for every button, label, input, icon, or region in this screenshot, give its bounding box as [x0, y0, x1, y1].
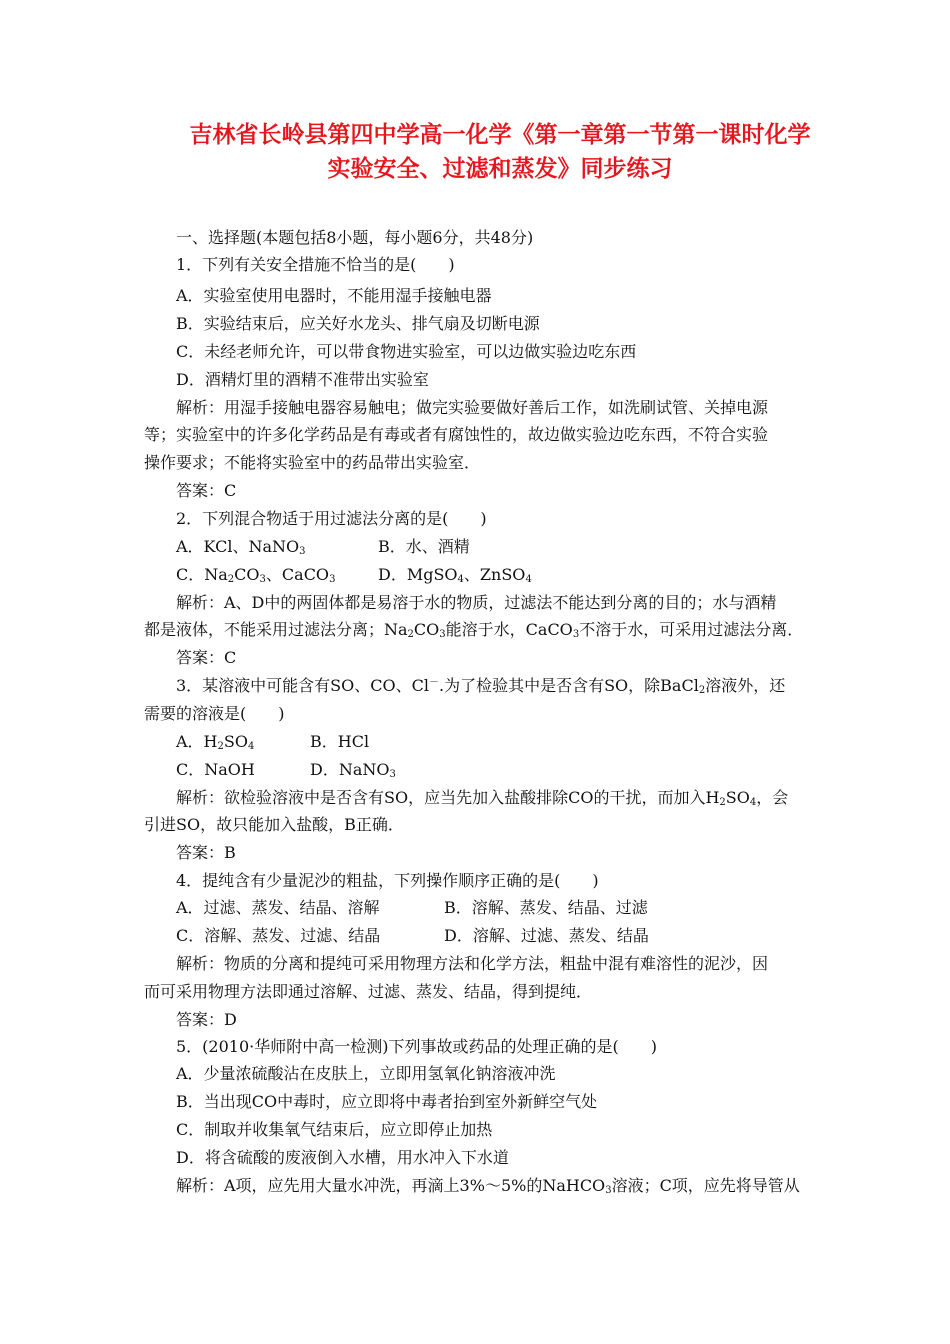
question-5-stem: 5．(2010·华师附中高一检测)下列事故或药品的处理正确的是( )	[176, 1037, 657, 1056]
question-2-explanation-line-1: 解析：A、D中的两固体都是易溶于水的物质，过滤法不能达到分离的目的；水与酒精	[176, 593, 777, 612]
question-3-explanation-line-2: 引进SO，故只能加入盐酸，B正确．	[144, 815, 404, 834]
question-2-option-a: A．KCl、NaNO$_3$	[176, 537, 306, 557]
question-3-option-a: A．$H_2SO_4$	[176, 732, 255, 752]
question-4-option-a: A．过滤、蒸发、结晶、溶解	[176, 898, 380, 917]
question-4-option-d: D．溶解、过滤、蒸发、结晶	[444, 926, 649, 945]
question-2-option-d: D．MgSO$_4$、ZnSO$_4$	[378, 565, 532, 585]
question-2-option-c: C．$Na_2CO_3$、CaCO$_3$	[176, 565, 336, 585]
question-2-stem: 2．下列混合物适于用过滤法分离的是( )	[176, 509, 487, 528]
question-1-answer: 答案：C	[176, 481, 237, 500]
question-5-option-a: A．少量浓硫酸沾在皮肤上，立即用氢氧化钠溶液冲洗	[176, 1064, 556, 1083]
question-4-explanation-line-2: 而可采用物理方法即通过溶解、过滤、蒸发、结晶，得到提纯．	[144, 982, 593, 1001]
question-3-stem-line-2: 需要的溶液是( )	[144, 704, 285, 723]
question-3-explanation-line-1: 解析：欲检验溶液中是否含有SO，应当先加入盐酸排除CO的干扰，而加入$H_2SO_4$，会	[176, 788, 789, 808]
question-2-option-b: B．水、酒精	[378, 537, 470, 556]
question-5-option-d: D．将含硫酸的废液倒入水槽，用水冲入下水道	[176, 1148, 509, 1167]
question-3-option-c: C．NaOH	[176, 760, 255, 779]
question-1-option-b: B．实验结束后，应关好水龙头、排气扇及切断电源	[176, 314, 540, 333]
question-1-option-a: A．实验室使用电器时，不能用湿手接触电器	[176, 286, 492, 305]
question-1-stem: 1．下列有关安全措施不恰当的是( )	[176, 255, 455, 274]
document-title-line-2: 实验安全、过滤和蒸发》同步练习	[327, 156, 673, 182]
question-2-answer: 答案：C	[176, 648, 237, 667]
question-5-option-b: B．当出现CO中毒时，应立即将中毒者抬到室外新鲜空气处	[176, 1092, 598, 1111]
question-5-option-c: C．制取并收集氧气结束后，应立即停止加热	[176, 1120, 493, 1139]
question-1-option-d: D．酒精灯里的酒精不准带出实验室	[176, 370, 429, 389]
question-4-option-c: C．溶解、蒸发、过滤、结晶	[176, 926, 381, 945]
question-3-stem-line-1: 3．某溶液中可能含有SO、CO、Cl－.为了检验其中是否含有SO，除BaCl$_2$溶液外，还	[176, 676, 786, 696]
question-3-answer: 答案：B	[176, 843, 236, 862]
question-4-answer: 答案：D	[176, 1010, 237, 1029]
question-1-explanation-line-3: 操作要求；不能将实验室中的药品带出实验室．	[144, 453, 481, 472]
document-title-line-1: 吉林省长岭县第四中学高一化学《第一章第一节第一课时化学	[189, 122, 811, 148]
question-5-explanation-line-1: 解析：A项，应先用大量水冲洗，再滴上3%～5%的NaHCO$_3$溶液；C项，应先将导管从	[176, 1176, 800, 1196]
question-1-explanation-line-1: 解析：用湿手接触电器容易触电；做完实验要做好善后工作，如洗刷试管、关掉电源	[176, 398, 769, 417]
question-4-explanation-line-1: 解析：物质的分离和提纯可采用物理方法和化学方法，粗盐中混有难溶性的泥沙，因	[176, 954, 769, 973]
question-3-option-d: D．NaNO$_3$	[310, 760, 396, 780]
question-1-option-c: C．未经老师允许，可以带食物进实验室，可以边做实验边吃东西	[176, 342, 637, 361]
question-4-stem: 4．提纯含有少量泥沙的粗盐，下列操作顺序正确的是( )	[176, 871, 599, 890]
section-heading: 一、选择题(本题包括8小题，每小题6分，共48分)	[176, 228, 534, 247]
question-1-explanation-line-2: 等；实验室中的许多化学药品是有毒或者有腐蚀性的，故边做实验边吃东西，不符合实验	[144, 425, 769, 444]
question-2-explanation-line-2: 都是液体，不能采用过滤法分离；$Na_2CO_3$能溶于水，CaCO$_3$不溶于水，可采用过滤法分离．	[144, 620, 804, 640]
question-3-option-b: B．HCl	[310, 732, 370, 751]
question-4-option-b: B．溶解、蒸发、结晶、过滤	[444, 898, 648, 917]
